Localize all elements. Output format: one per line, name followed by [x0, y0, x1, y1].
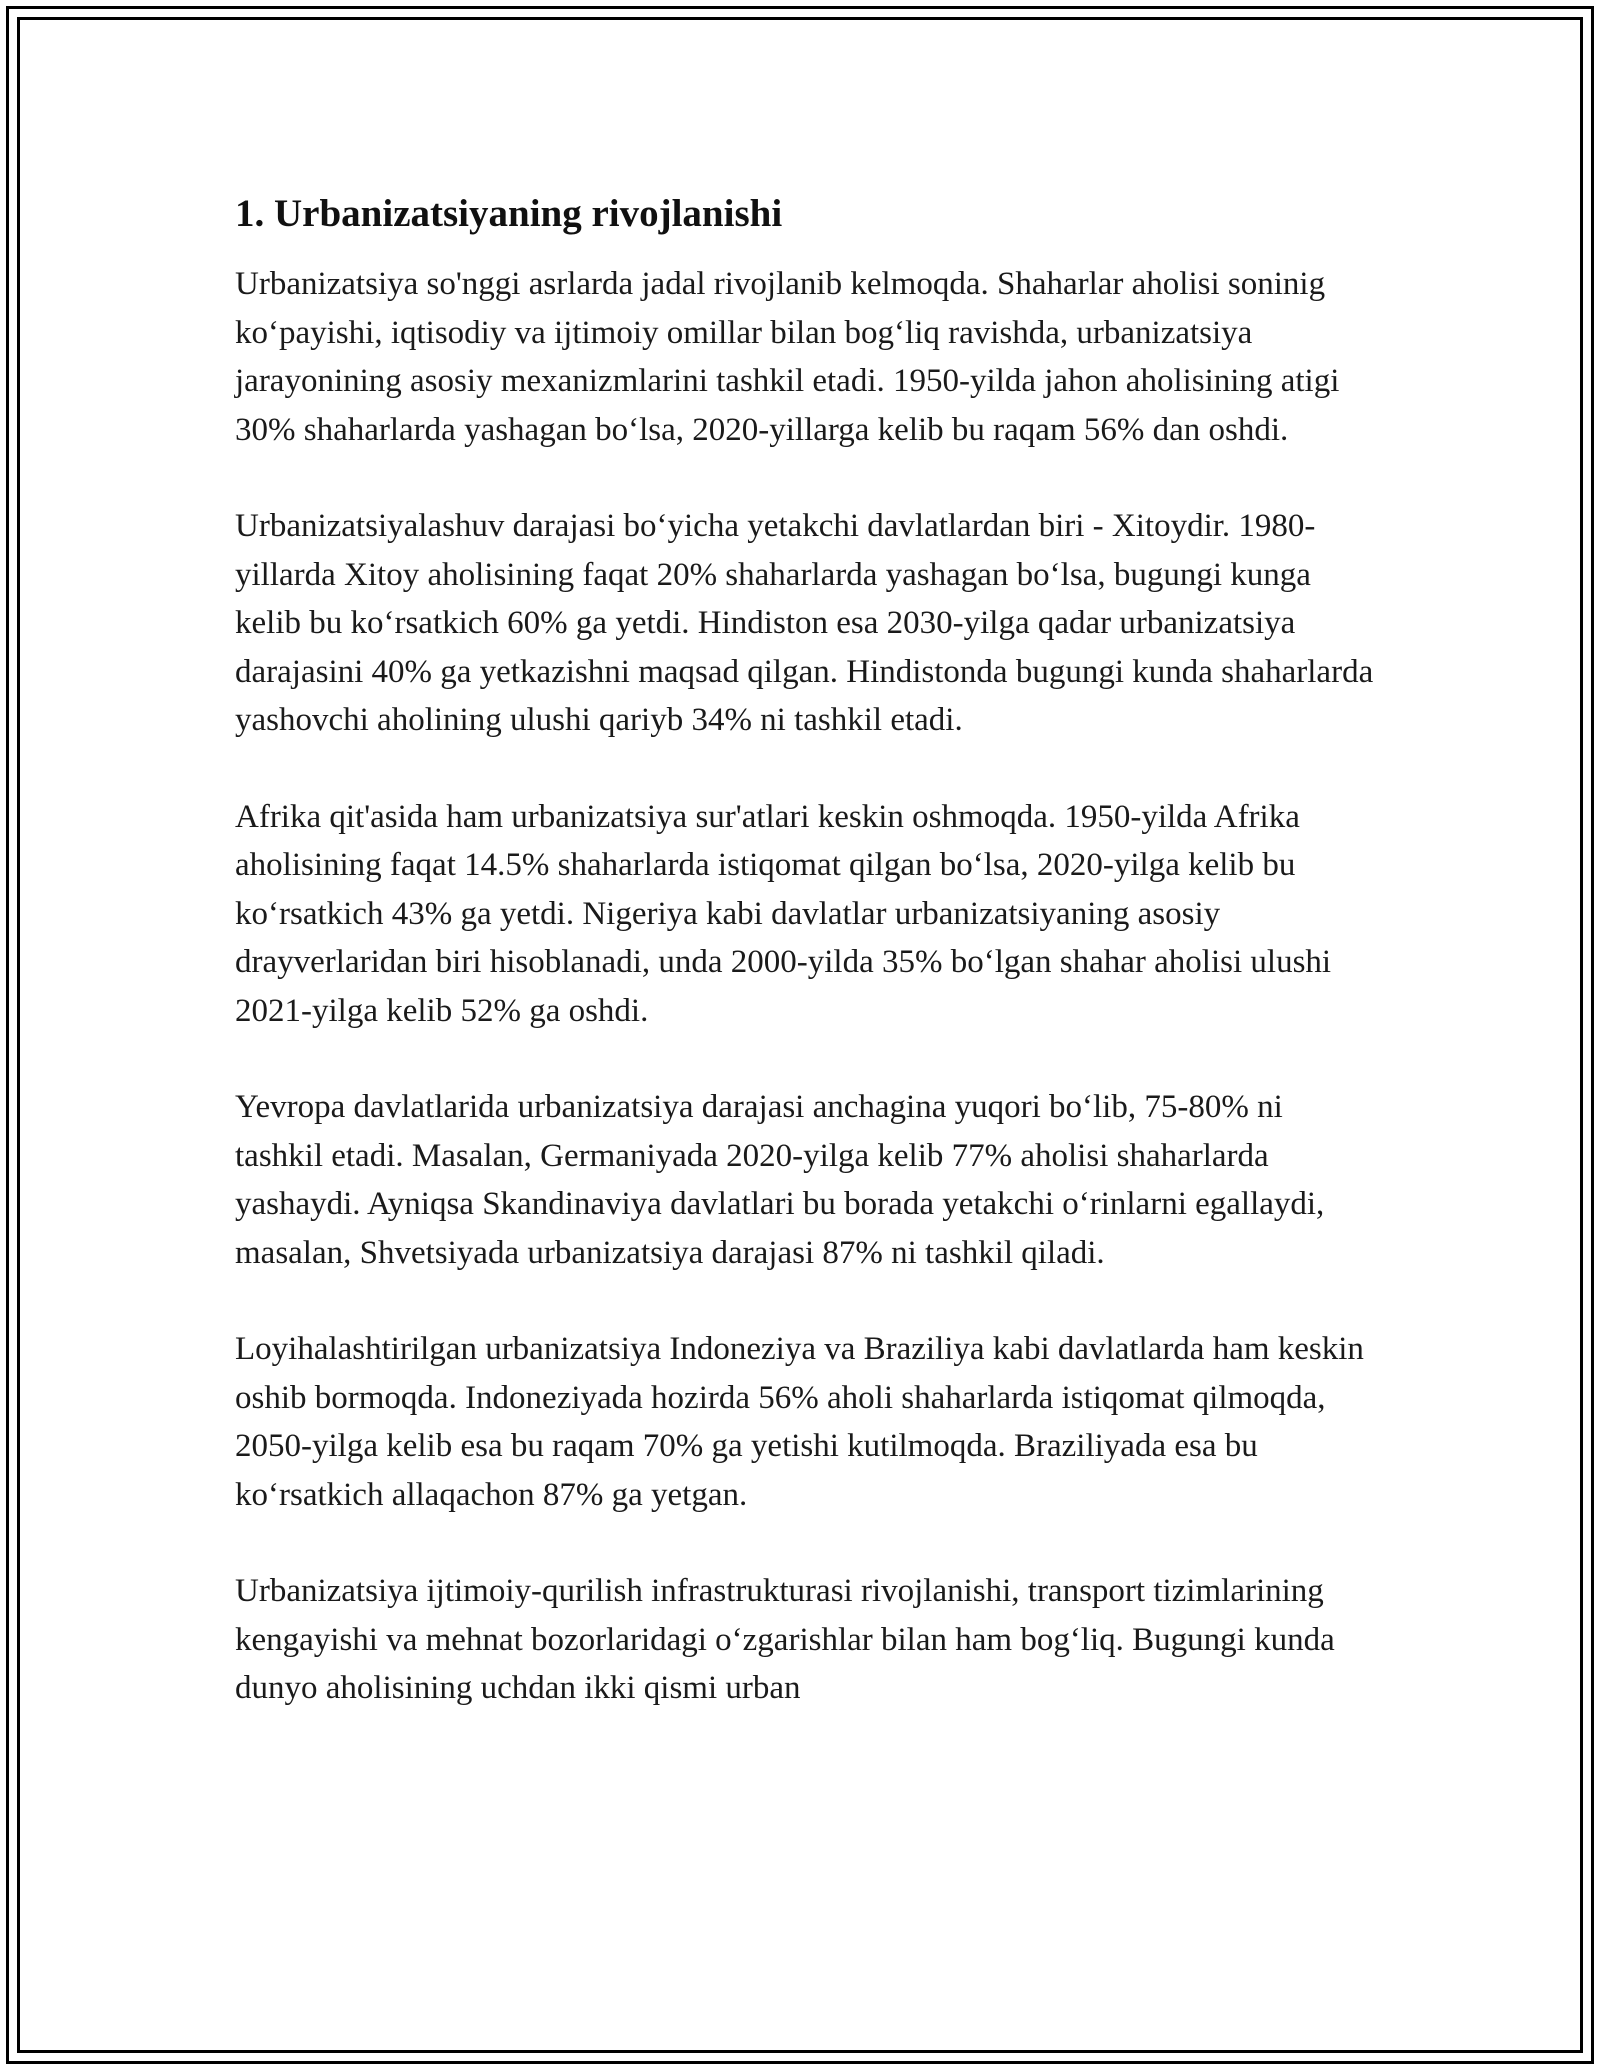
- paragraph-2: Urbanizatsiyalashuv darajasi boʻyicha yetakchi davlatlardan biri - Xitoydir. 1980-yillarda Xitoy aholisining faqat 20% shaharlarda yashagan boʻlsa, bugungi kunga kelib bu koʻrsatkich 60% ga yetdi. Hindiston esa 2030-yilga qadar urbanizatsiya darajasini 40% ga yetkazishni maqsad qilgan. Hindistonda bugungi kunda shaharlarda yashovchi aholining ulushi qariyb 34% ni tashkil etadi.: [235, 508, 1374, 738]
- paragraph-3: Afrika qit'asida ham urbanizatsiya sur'atlari keskin oshmoqda. 1950-yilda Afrika aholisining faqat 14.5% shaharlarda istiqomat qilgan boʻlsa, 2020-yilga kelib bu koʻrsatkich 43% ga yetdi. Nigeriya kabi davlatlar urbanizatsiyaning asosiy drayverlaridan biri hisoblanadi, unda 2000-yilda 35% boʻlgan shahar aholisi ulushi 2021-yilga kelib 52% ga oshdi.: [235, 798, 1332, 1029]
- paragraph-6: Urbanizatsiya ijtimoiy-qurilish infrastrukturasi rivojlanishi, transport tizimlarining kengayishi va mehnat bozorlaridagi oʻzgarishlar bilan ham bogʻliq. Bugungi kunda dunyo aholisining uchdan ikki qismi urban: [235, 1573, 1335, 1706]
- paragraph-5: Loyihalashtirilgan urbanizatsiya Indoneziya va Braziliya kabi davlatlarda ham keskin oshib bormoqda. Indoneziyada hozirda 56% aholi shaharlarda istiqomat qilmoqda, 2050-yilga kelib esa bu raqam 70% ga yetishi kutilmoqda. Braziliyada esa bu koʻrsatkich allaqachon 87% ga yetgan.: [235, 1331, 1364, 1513]
- section-title: 1. Urbanizatsiyaning rivojlanishi: [235, 192, 783, 235]
- document-body: [235, 190, 1375, 1761]
- paragraph-4: Yevropa davlatlarida urbanizatsiya darajasi anchagina yuqori boʻlib, 75-80% ni tashkil etadi. Masalan, Germaniyada 2020-yilga kelib 77% aholisi shaharlarda yashaydi. Ayniqsa Skandinaviya davlatlari bu borada yetakchi oʻrinlarni egallaydi, masalan, Shvetsiyada urbanizatsiya darajasi 87% ni tashkil qiladi.: [235, 1089, 1325, 1271]
- paragraph-1: Urbanizatsiya so'nggi asrlarda jadal rivojlanib kelmoqda. Shaharlar aholisi soninig koʻpayishi, iqtisodiy va ijtimoiy omillar bilan bogʻliq ravishda, urbanizatsiya jarayonining asosiy mexanizmlarini tashkil etadi. 1950-yilda jahon aholisining atigi 30% shaharlarda yashagan boʻlsa, 2020-yillarga kelib bu raqam 56% dan oshdi.: [235, 266, 1340, 448]
